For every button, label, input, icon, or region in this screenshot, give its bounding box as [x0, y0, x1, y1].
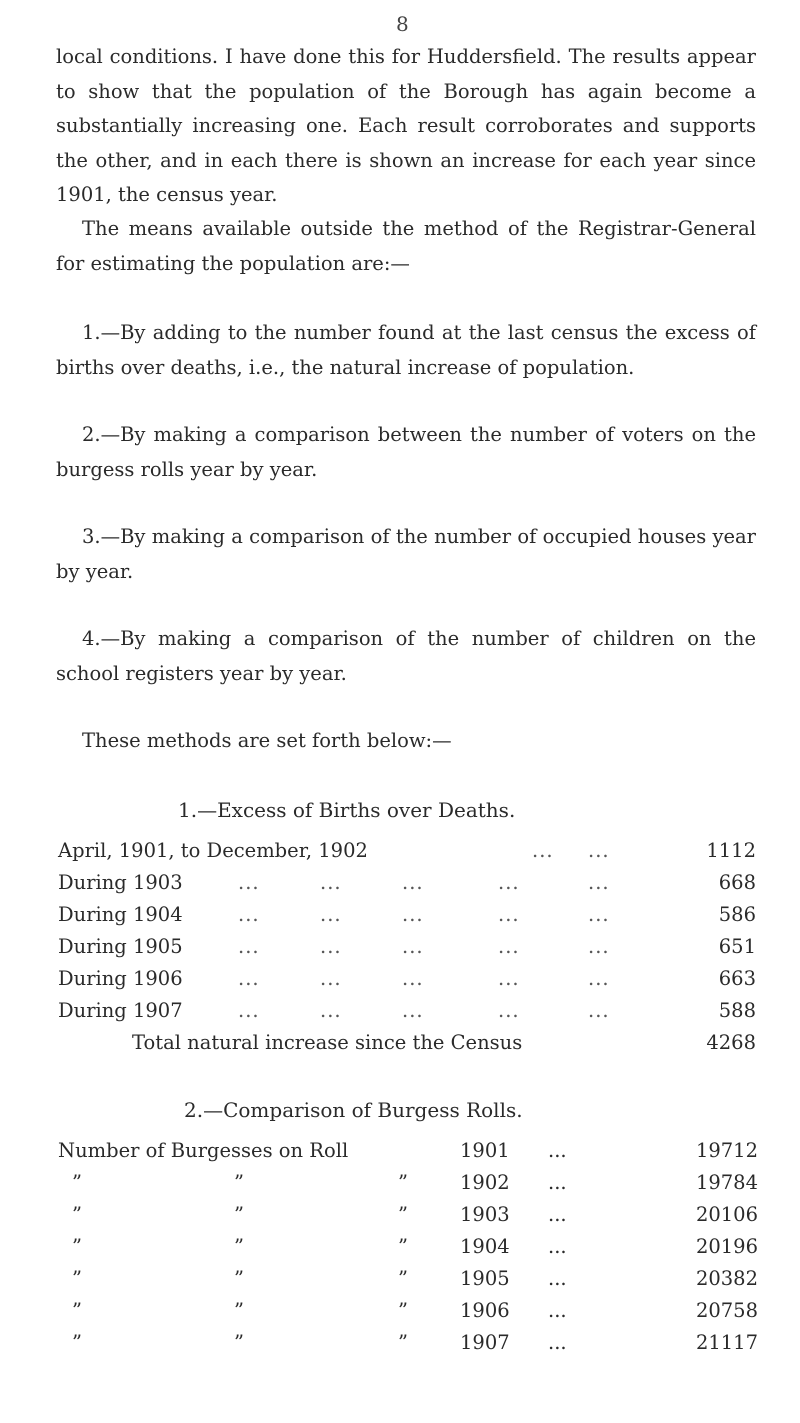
total-value: 4268: [706, 1031, 756, 1054]
ditto-mark: ”: [398, 1267, 408, 1290]
ditto-mark: ”: [234, 1171, 244, 1194]
row-value: 588: [718, 999, 756, 1022]
row-value: 668: [718, 871, 756, 894]
intro-paragraph: local conditions. I have done this for Huddersfield. The results appear to show that the population of the Borough has again become a substantially increasing one. Each result corroborates and supports the other, and in each there is shown an increase for each year since 1901, the census year.: [56, 45, 756, 206]
row-year: 1902: [460, 1171, 510, 1194]
row-label: Number of Burgesses on Roll: [58, 1139, 349, 1162]
leader-dots: ...: [238, 903, 260, 926]
row-year: 1903: [460, 1203, 510, 1226]
row-value: 21117: [695, 1331, 758, 1354]
row-value: 1112: [706, 839, 756, 862]
row-label: During 1906: [58, 967, 183, 990]
methods-intro-paragraph: These methods are set forth below:—: [82, 729, 452, 752]
table-row: [58, 1168, 758, 1198]
method-2-paragraph: 2.—By making a comparison between the number of voters on the burgess rolls year by year.: [56, 423, 756, 481]
page-number: 8: [396, 12, 409, 36]
total-label: Total natural increase since the Census: [132, 1031, 523, 1054]
leader-dots: ...: [402, 999, 424, 1022]
method-4-paragraph: 4.—By making a comparison of the number of children on the school registers year by year.: [56, 627, 756, 685]
row-value: 19784: [695, 1171, 758, 1194]
leader-dots: ...: [588, 967, 610, 990]
table-row: [58, 1200, 758, 1230]
leader-dots: ...: [498, 871, 520, 894]
leader-dots: ...: [588, 839, 610, 862]
ditto-mark: ”: [72, 1299, 82, 1322]
row-value: 19712: [695, 1139, 758, 1162]
ditto-mark: ”: [398, 1331, 408, 1354]
leader-dots: ...: [548, 1267, 567, 1290]
leader-dots: ...: [532, 839, 554, 862]
leader-dots: ...: [588, 999, 610, 1022]
row-label: During 1904: [58, 903, 183, 926]
ditto-mark: ”: [398, 1171, 408, 1194]
leader-dots: ...: [320, 903, 342, 926]
leader-dots: ...: [548, 1331, 567, 1354]
table-row: [58, 964, 756, 994]
row-value: 20106: [695, 1203, 758, 1226]
table-row: [58, 1296, 758, 1326]
row-year: 1907: [460, 1331, 510, 1354]
row-value: 20196: [695, 1235, 758, 1258]
table-row: [58, 868, 756, 898]
table-row: [58, 836, 756, 866]
leader-dots: ...: [238, 967, 260, 990]
leader-dots: ...: [402, 935, 424, 958]
row-value: 663: [718, 967, 756, 990]
leader-dots: ...: [402, 871, 424, 894]
table-row: [58, 1232, 758, 1262]
row-year: 1906: [460, 1299, 510, 1322]
ditto-mark: ”: [72, 1171, 82, 1194]
leader-dots: ...: [320, 999, 342, 1022]
leader-dots: ...: [548, 1139, 567, 1162]
leader-dots: ...: [548, 1299, 567, 1322]
table-row: [58, 996, 756, 1026]
row-value: 20758: [695, 1299, 758, 1322]
leader-dots: ...: [238, 871, 260, 894]
row-label: During 1905: [58, 935, 183, 958]
row-year: 1901: [460, 1139, 510, 1162]
row-value: 586: [718, 903, 756, 926]
leader-dots: ...: [548, 1235, 567, 1258]
method-3-paragraph: 3.—By making a comparison of the number of occupied houses year by year.: [56, 525, 756, 583]
table-row: [58, 1328, 758, 1358]
row-label: During 1903: [58, 871, 183, 894]
ditto-mark: ”: [72, 1235, 82, 1258]
ditto-mark: ”: [398, 1203, 408, 1226]
leader-dots: ...: [588, 935, 610, 958]
ditto-mark: ”: [72, 1331, 82, 1354]
leader-dots: ...: [402, 903, 424, 926]
ditto-mark: ”: [72, 1203, 82, 1226]
leader-dots: ...: [498, 935, 520, 958]
leader-dots: ...: [320, 967, 342, 990]
table-row: [58, 932, 756, 962]
ditto-mark: ”: [234, 1203, 244, 1226]
leader-dots: ...: [238, 935, 260, 958]
ditto-mark: ”: [234, 1235, 244, 1258]
leader-dots: ...: [498, 903, 520, 926]
row-value: 651: [718, 935, 756, 958]
leader-dots: ...: [238, 999, 260, 1022]
section1-heading: 1.—Excess of Births over Deaths.: [178, 798, 516, 822]
leader-dots: ...: [548, 1203, 567, 1226]
ditto-mark: ”: [234, 1299, 244, 1322]
means-paragraph: The means available outside the method of the Registrar-General for estimating the population are:—: [56, 217, 756, 275]
total-row: [58, 1028, 756, 1058]
row-label: April, 1901, to December, 1902: [58, 839, 368, 862]
leader-dots: ...: [498, 967, 520, 990]
ditto-mark: ”: [234, 1331, 244, 1354]
ditto-mark: ”: [398, 1235, 408, 1258]
ditto-mark: ”: [398, 1299, 408, 1322]
row-year: 1904: [460, 1235, 510, 1258]
leader-dots: ...: [320, 871, 342, 894]
method-1-paragraph: 1.—By adding to the number found at the last census the excess of births over deaths, i.e., the natural increase of population.: [56, 321, 756, 379]
section2-heading: 2.—Comparison of Burgess Rolls.: [184, 1098, 523, 1122]
leader-dots: ...: [588, 903, 610, 926]
leader-dots: ...: [548, 1171, 567, 1194]
row-value: 20382: [695, 1267, 758, 1290]
ditto-mark: ”: [234, 1267, 244, 1290]
table-row: [58, 1264, 758, 1294]
row-year: 1905: [460, 1267, 510, 1290]
leader-dots: ...: [588, 871, 610, 894]
ditto-mark: ”: [72, 1267, 82, 1290]
leader-dots: ...: [498, 999, 520, 1022]
table-row: [58, 1136, 758, 1166]
table-row: [58, 900, 756, 930]
row-label: During 1907: [58, 999, 183, 1022]
leader-dots: ...: [320, 935, 342, 958]
leader-dots: ...: [402, 967, 424, 990]
